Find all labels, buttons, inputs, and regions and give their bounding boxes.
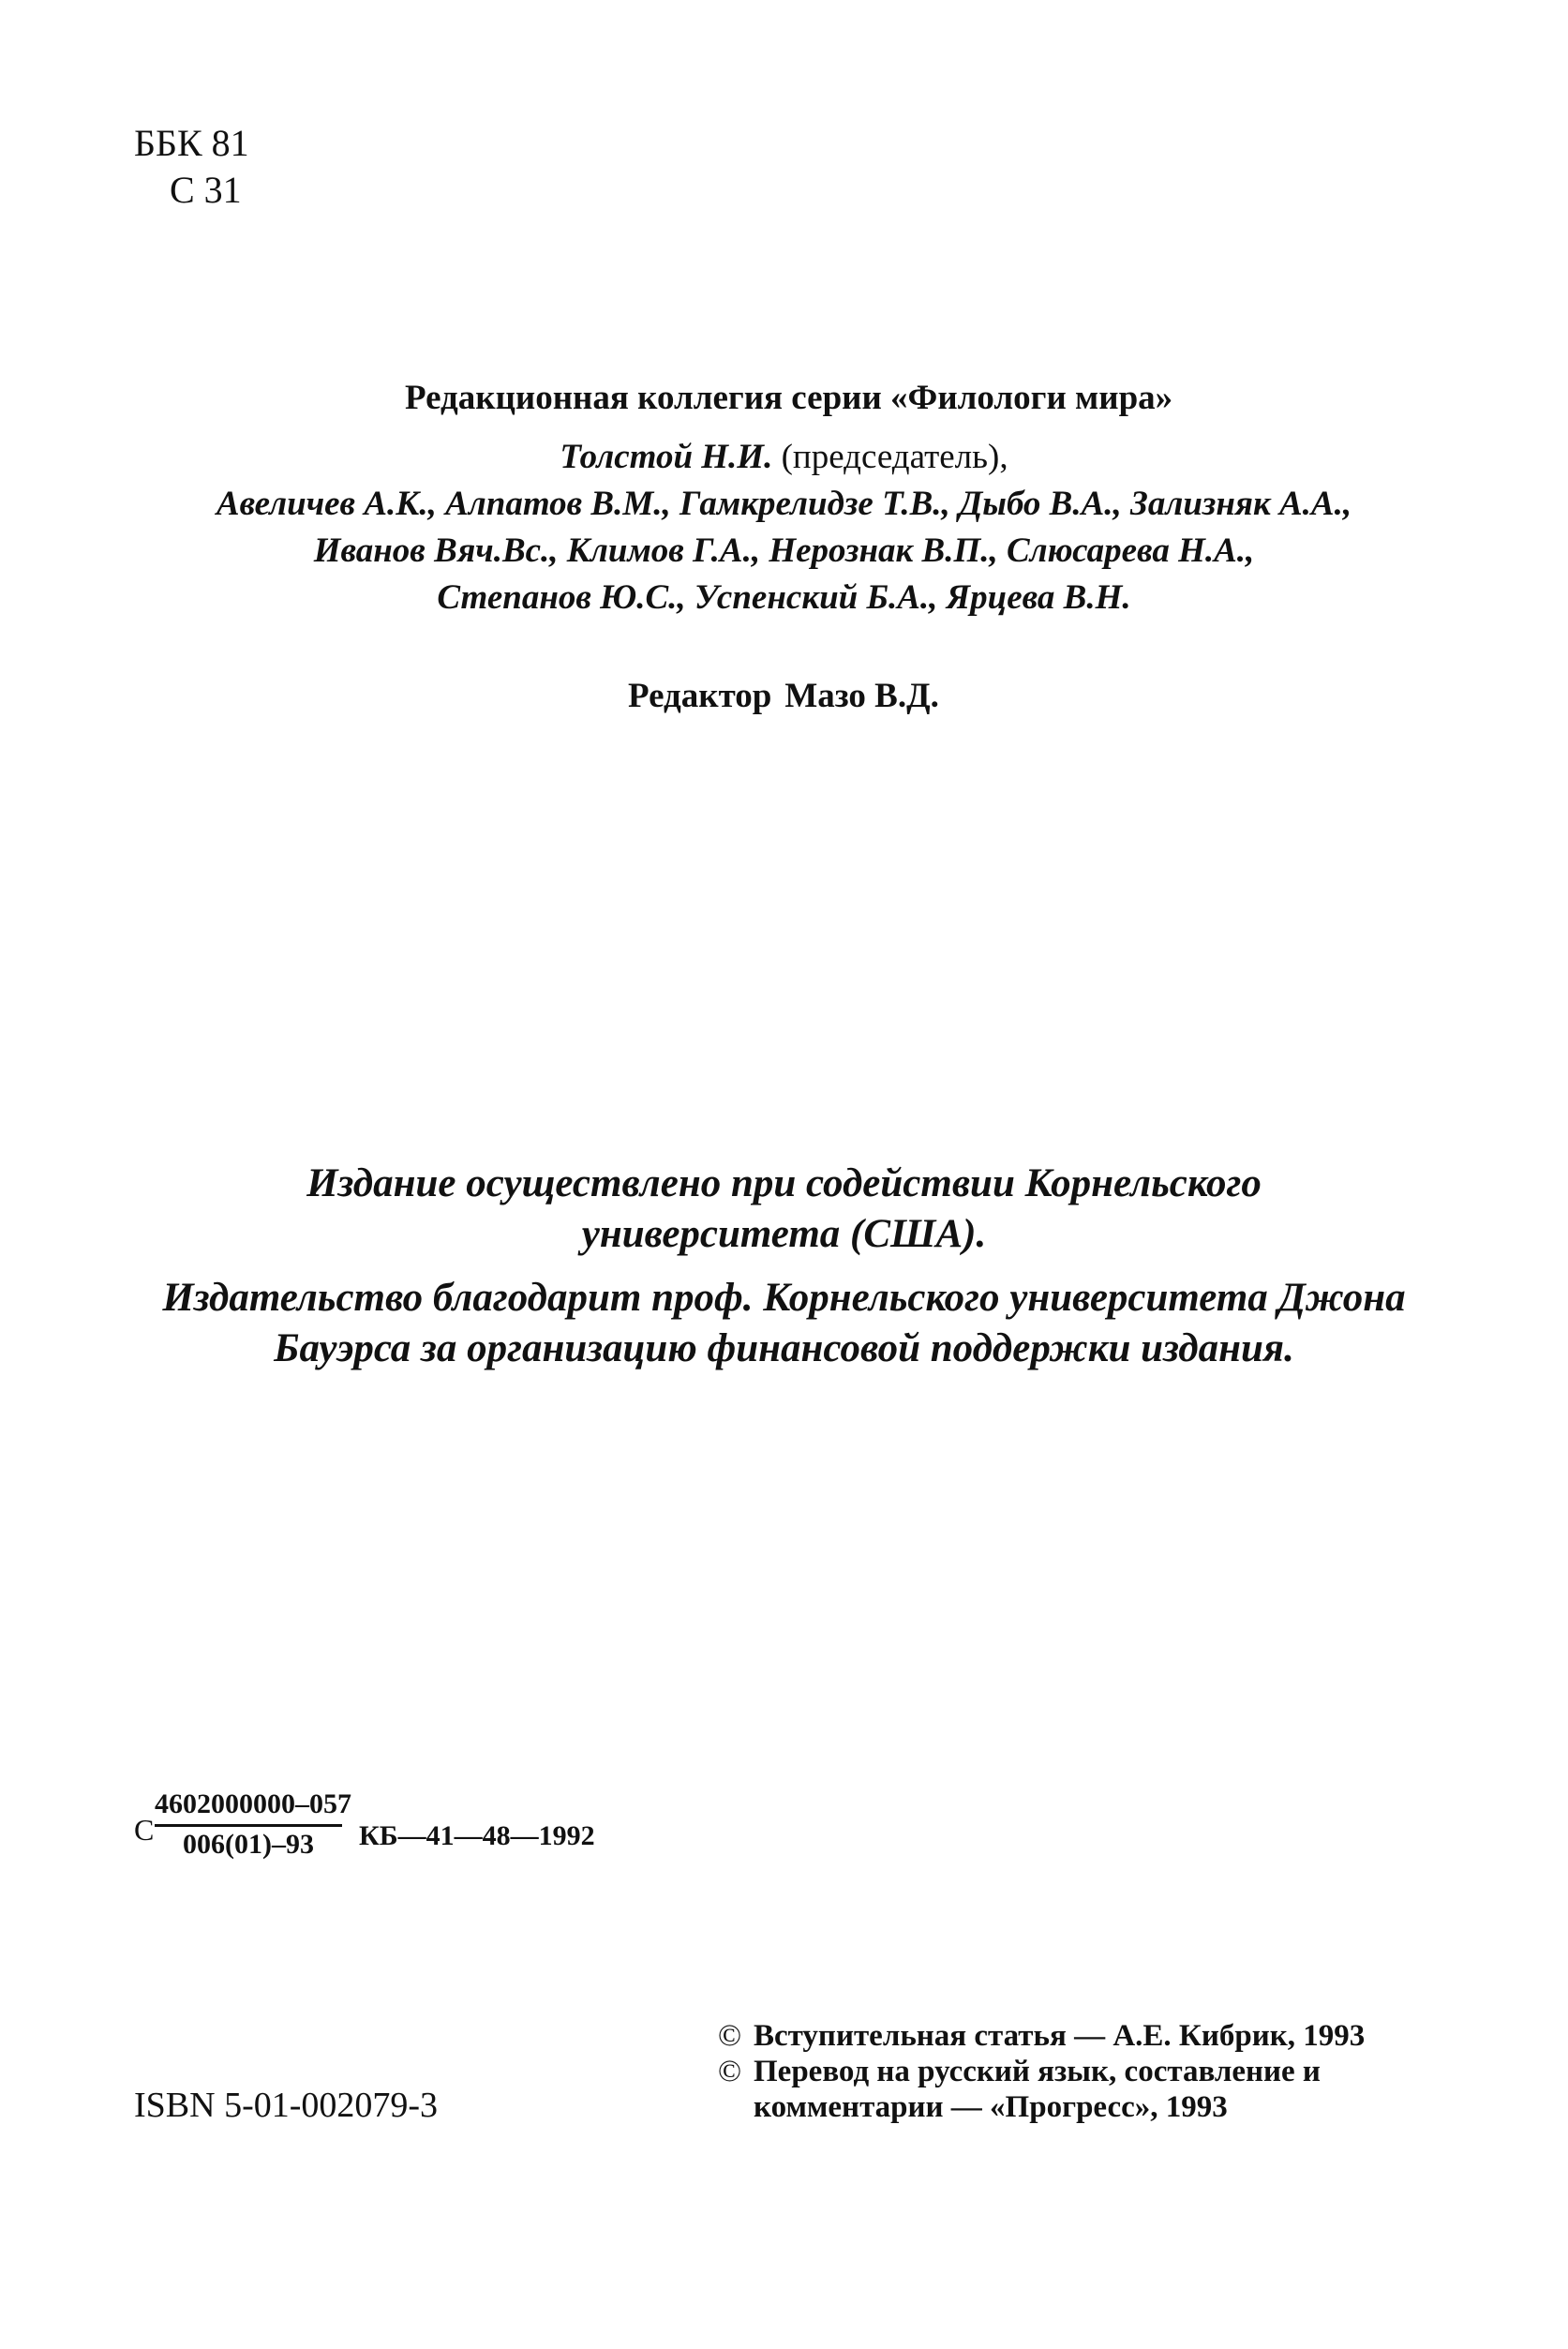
catalog-denominator: 006(01)–93 bbox=[183, 1829, 314, 1860]
acknowledgement-line: Бауэрса за организацию финансовой поддержки издания. bbox=[274, 1326, 1294, 1370]
catalog-code: КБ—41—48—1992 bbox=[359, 1820, 595, 1851]
board-chair-line bbox=[0, 434, 1568, 481]
sponsorship-line: университета (США). bbox=[581, 1212, 987, 1256]
sponsorship-line: Издание осуществлено при содействии Корнельского bbox=[306, 1161, 1262, 1205]
editorial-board-members bbox=[0, 434, 1568, 621]
library-classification bbox=[134, 120, 249, 214]
editor-credit bbox=[628, 675, 939, 718]
board-members-line: Авеличев А.К., Алпатов В.М., Гамкрелидзе Т.В., Дыбо В.А., Зализняк А.А., bbox=[216, 485, 1352, 523]
copyright-block bbox=[718, 2018, 1365, 2125]
copyright-line bbox=[718, 2018, 1365, 2054]
acknowledgement-line: Издательство благодарит проф. Корнельского университета Джона bbox=[162, 1276, 1406, 1320]
sponsorship-note bbox=[0, 1159, 1568, 1374]
copyright-icon: © bbox=[718, 2019, 742, 2053]
copyright-icon: © bbox=[718, 2055, 742, 2088]
editorial-board-title: Редакционная коллегия серии «Филологи мира» bbox=[405, 379, 1173, 417]
isbn: ISBN 5-01-002079-3 bbox=[134, 2086, 439, 2125]
copyright-line bbox=[718, 2054, 1365, 2089]
board-members-line: Иванов Вяч.Вс., Климов Г.А., Нерознак В.П., Слюсарева Н.А., bbox=[313, 531, 1255, 570]
copyright-text: комментарии — «Прогресс», 1993 bbox=[754, 2090, 1228, 2124]
catalog-letter: С bbox=[134, 1813, 155, 1847]
editor-label: Редактор bbox=[628, 677, 772, 715]
author-mark: С 31 bbox=[170, 169, 242, 211]
board-chair-role: (председатель), bbox=[772, 438, 1008, 476]
board-members-line: Степанов Ю.С., Успенский Б.А., Ярцева В.Н. bbox=[437, 578, 1131, 617]
board-chair-name: Толстой Н.И. bbox=[560, 438, 773, 476]
bbk-index: ББК 81 bbox=[134, 122, 249, 164]
copyright-text: Вступительная статья — А.Е. Кибрик, 1993 bbox=[754, 2019, 1366, 2053]
copyright-text: Перевод на русский язык, составление и bbox=[754, 2055, 1321, 2088]
catalog-numerator: 4602000000–057 bbox=[155, 1788, 342, 1827]
editor-name: Мазо В.Д. bbox=[784, 677, 939, 715]
